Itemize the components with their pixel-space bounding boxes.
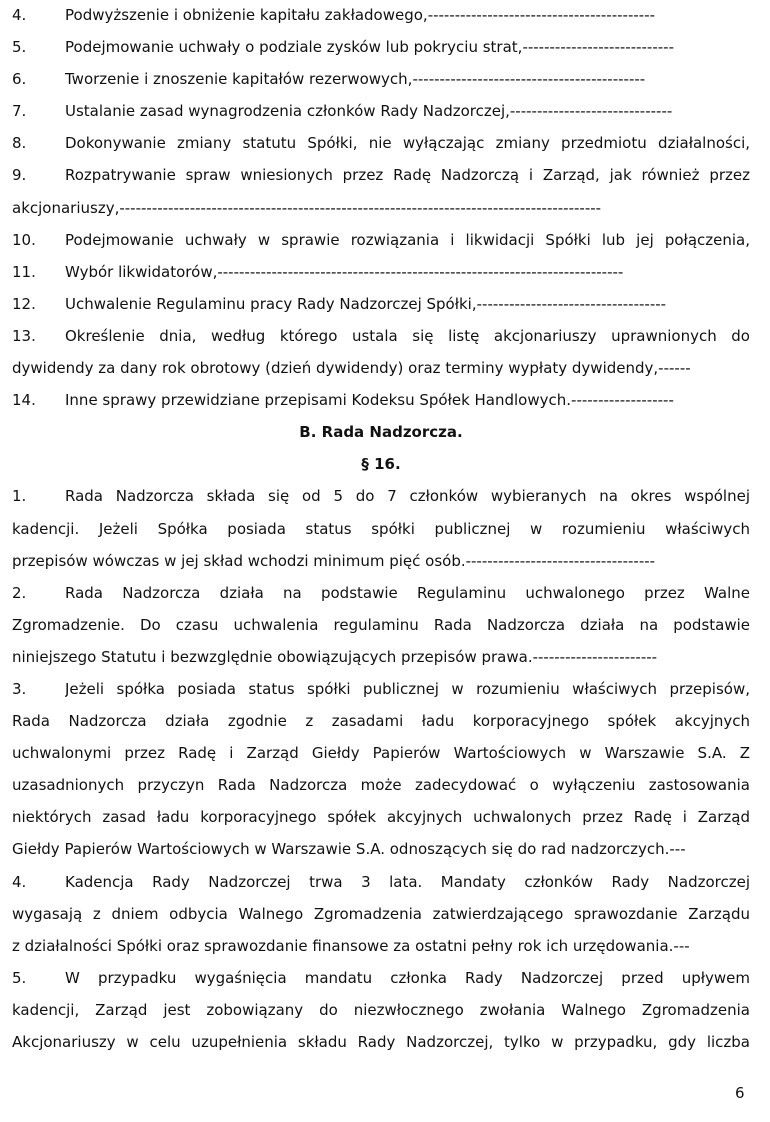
item-text: przepisów wówczas w jej skład wchodzi minimum pięć osób. <box>12 551 466 570</box>
dash-filler: ------ <box>658 359 691 378</box>
item-text: Ustalanie zasad wynagrodzenia członków Rady Nadzorczej, <box>65 102 510 121</box>
list-item-continuation <box>12 550 750 582</box>
item-text: Rada Nadzorcza działa zgodnie z zasadami ładu korporacyjnego spółek akcyjnych <box>12 712 750 731</box>
item-text: uzasadnionych przyczyn Rada Nadzorcza może zadecydować o wyłączeniu zastosowania <box>12 776 750 795</box>
dash-filler: --- <box>673 936 690 955</box>
item-text: Podwyższenie i obniżenie kapitału zakładowego, <box>65 6 428 24</box>
list-item <box>12 68 750 100</box>
item-number: 6. <box>12 70 27 89</box>
item-text: Dokonywanie zmiany statutu Spółki, nie wyłączając zmiany przedmiotu działalności, <box>65 134 750 153</box>
list-item <box>12 293 750 325</box>
list-item-continuation <box>12 614 750 646</box>
item-text: W przypadku wygaśnięcia mandatu członka Rady Nadzorczej przed upływem <box>65 968 750 987</box>
dash-filler: ------------------------------ <box>509 102 673 121</box>
list-item <box>12 164 750 196</box>
item-text: uchwalonymi przez Radę i Zarząd Giełdy Papierów Wartościowych w Warszawie S.A. Z <box>12 744 750 763</box>
list-item <box>12 325 750 357</box>
item-text: Uchwalenie Regulaminu pracy Rady Nadzorczej Spółki, <box>65 294 477 313</box>
list-item <box>12 582 750 614</box>
item-number: 13. <box>12 326 36 345</box>
item-number: 14. <box>12 391 36 410</box>
item-number: 12. <box>12 294 36 313</box>
list-item <box>12 871 750 903</box>
item-number: 10. <box>12 230 36 249</box>
item-number: 11. <box>12 262 36 281</box>
list-item-continuation <box>12 742 750 774</box>
dash-filler: --- <box>669 840 686 859</box>
item-text: dywidendy za dany rok obrotowy (dzień dywidendy) oraz terminy wypłaty dywidendy, <box>12 359 659 378</box>
list-item-continuation <box>12 357 750 389</box>
item-text: Podejmowanie uchwały o podziale zysków lub pokryciu strat, <box>65 38 523 57</box>
list-item-continuation <box>12 1031 750 1063</box>
item-number: 4. <box>12 872 27 891</box>
item-number: 7. <box>12 102 27 121</box>
item-text: Akcjonariuszy w celu uzupełnienia składu Rady Nadzorczej, tylko w przypadku, gdy liczba <box>12 1033 750 1051</box>
section-heading: B. Rada Nadzorcza. <box>299 423 463 442</box>
item-text: Wybór likwidatorów, <box>65 262 218 281</box>
item-text: Podejmowanie uchwały w sprawie rozwiązania i likwidacji Spółki lub jej połączenia, <box>65 230 750 249</box>
item-text: z działalności Spółki oraz sprawozdanie finansowe za ostatni pełny rok ich urzędowania. <box>12 936 674 955</box>
item-text: kadencji. Jeżeli Spółka posiada status spółki publicznej w rozumieniu właściwych <box>12 519 750 538</box>
list-item-continuation <box>12 710 750 742</box>
dash-filler: --------------------------------------------------------------------------- <box>217 262 624 281</box>
item-text: Określenie dnia, według którego ustala się listę akcjonariuszy uprawnionych do <box>65 326 750 345</box>
item-text: wygasają z dniem odbycia Walnego Zgromadzenia zatwierdzającego sprawozdanie Zarządu <box>12 904 750 923</box>
item-number: 3. <box>12 679 27 698</box>
item-number: 8. <box>12 134 27 153</box>
dash-filler: ----------------------- <box>532 647 658 666</box>
document-text <box>12 4 750 1063</box>
item-text: Inne sprawy przewidziane przepisami Kodeksu Spółek Handlowych. <box>65 391 572 410</box>
item-number: 5. <box>12 968 27 987</box>
dash-filler: ------------------------------------------ <box>427 6 656 24</box>
list-item-continuation <box>12 197 750 229</box>
item-text: Giełdy Papierów Wartościowych w Warszawie S.A. odnoszących się do rad nadzorczych. <box>12 840 670 859</box>
list-item <box>12 389 750 421</box>
item-text: Kadencja Rady Nadzorczej trwa 3 lata. Mandaty członków Rady Nadzorczej <box>65 872 750 891</box>
dash-filler: ------------------------------------------- <box>412 70 646 89</box>
item-text: Rada Nadzorcza działa na podstawie Regulaminu uchwalonego przez Walne <box>65 583 750 602</box>
item-text: Rozpatrywanie spraw wniesionych przez Radę Nadzorczą i Zarząd, jak również przez <box>65 166 750 185</box>
dash-filler: ------------------- <box>571 391 674 410</box>
dash-filler: ----------------------------------- <box>465 551 656 570</box>
list-item-continuation <box>12 935 750 967</box>
item-text: niektórych zasad ładu korporacyjnego spółek akcyjnych uchwalonych przez Radę i Zarząd <box>12 808 750 827</box>
dash-filler: ----------------------------------------------------------------------------------------- <box>119 198 602 217</box>
list-item <box>12 100 750 132</box>
item-text: Rada Nadzorcza składa się od 5 do 7 członków wybieranych na okres wspólnej <box>65 487 750 506</box>
item-number: 4. <box>12 6 27 24</box>
item-number: 9. <box>12 166 27 185</box>
list-item-continuation <box>12 999 750 1031</box>
list-item-continuation <box>12 838 750 870</box>
section-heading: § 16. <box>361 455 401 474</box>
item-text: kadencji, Zarząd jest zobowiązany do niezwłocznego zwołania Walnego Zgromadzenia <box>12 1000 750 1019</box>
list-item-continuation <box>12 806 750 838</box>
item-number: 2. <box>12 583 27 602</box>
list-item <box>12 261 750 293</box>
dash-filler: ---------------------------- <box>522 38 674 57</box>
item-text: akcjonariuszy, <box>12 198 120 217</box>
list-item-continuation <box>12 646 750 678</box>
list-item <box>12 229 750 261</box>
dash-filler: ----------------------------------- <box>476 294 667 313</box>
item-text: niniejszego Statutu i bezwzględnie obowiązujących przepisów prawa. <box>12 647 533 666</box>
list-item <box>12 4 750 36</box>
item-text: Zgromadzenie. Do czasu uchwalenia regulaminu Rada Nadzorcza działa na podstawie <box>12 615 750 634</box>
list-item <box>12 485 750 517</box>
item-number: 5. <box>12 38 27 57</box>
item-text: Jeżeli spółka posiada status spółki publicznej w rozumieniu właściwych przepisów, <box>65 679 750 698</box>
list-item <box>12 678 750 710</box>
list-item <box>12 967 750 999</box>
list-item-continuation <box>12 774 750 806</box>
list-item <box>12 36 750 68</box>
list-item-continuation <box>12 518 750 550</box>
item-number: 1. <box>12 487 27 506</box>
page-number: 6 <box>735 1084 745 1102</box>
list-item-continuation <box>12 903 750 935</box>
list-item <box>12 132 750 164</box>
item-text: Tworzenie i znoszenie kapitałów rezerwowych, <box>65 70 413 89</box>
